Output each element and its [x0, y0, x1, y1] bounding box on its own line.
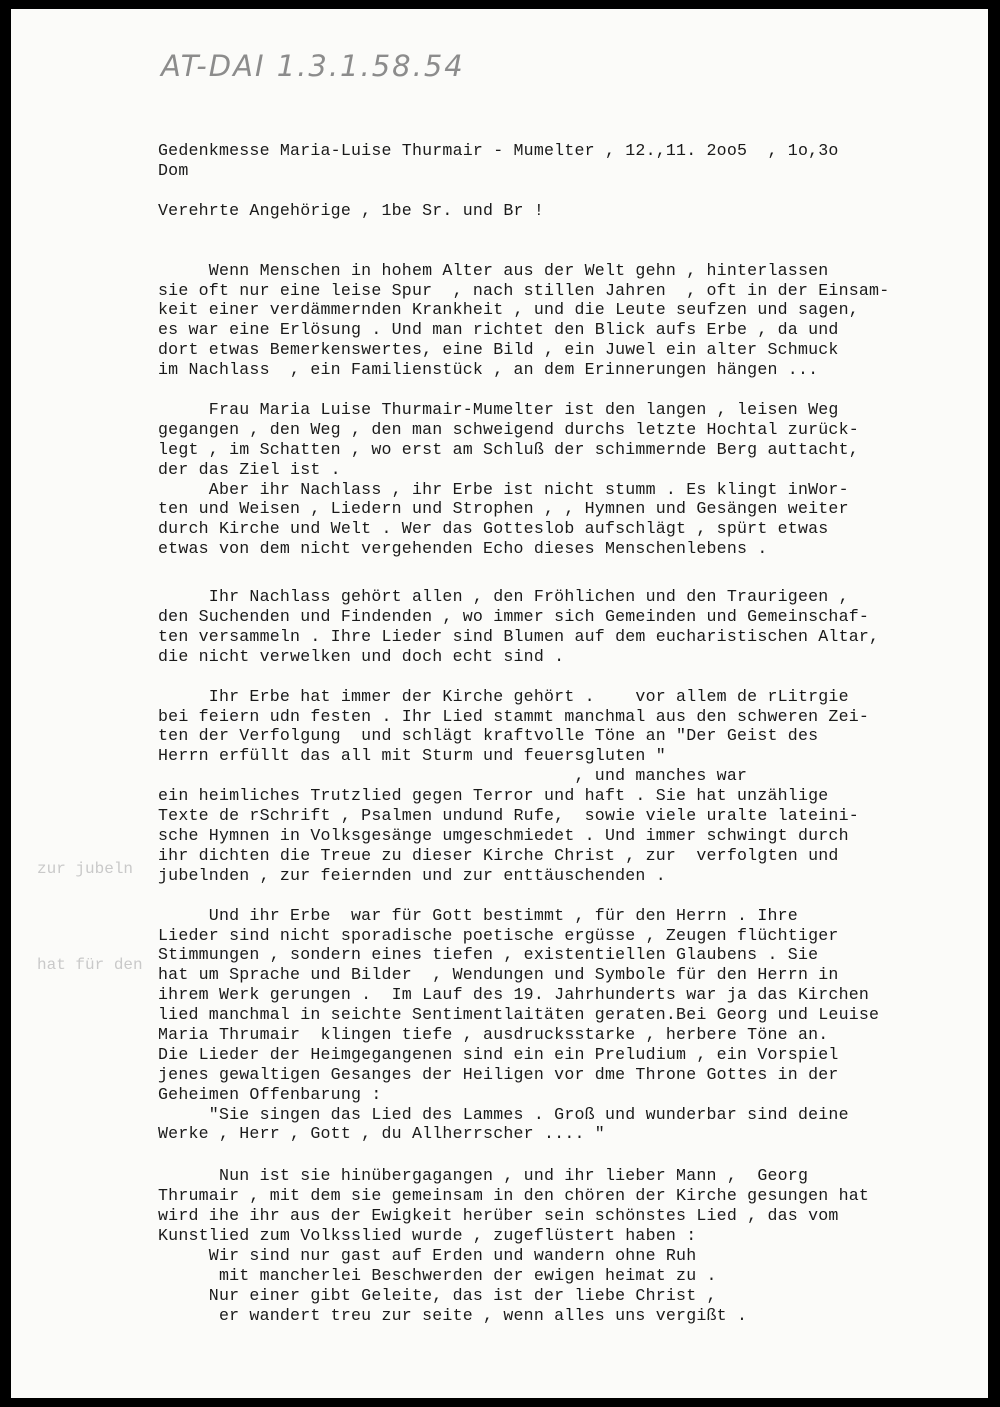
- paragraph-5: [158, 906, 988, 1145]
- text-line: Aber ihr Nachlass , ihr Erbe ist nicht stumm . Es klingt inWor-: [158, 479, 849, 499]
- text-line: bei feiern udn festen . Ihr Lied stammt manchmal aus den schweren Zei-: [158, 706, 870, 726]
- text-line: gegangen , den Weg , den man schweigend durchs letzte Hochtal zurück-: [158, 419, 859, 439]
- letter-body: [158, 141, 988, 1325]
- text-line: Ihr Erbe hat immer der Kirche gehört . vor allem de rLitrgie: [158, 686, 849, 706]
- text-line: wird ihe ihr aus der Ewigkeit herüber sein schönstes Lied , das vom: [158, 1206, 839, 1226]
- paragraph-4: [158, 687, 988, 886]
- text-line: ihrem Werk gerungen . Im Lauf des 19. Jahrhunderts war ja das Kirchen: [158, 985, 870, 1005]
- text-line: Thrumair , mit dem sie gemeinsam in den chören der Kirche gesungen hat: [158, 1186, 870, 1206]
- text-line: legt , im Schatten , wo erst am Schluß der schimmernde Berg auttacht,: [158, 439, 859, 459]
- margin-note-jubeln: zur jubeln: [37, 860, 134, 878]
- text-line: Ihr Nachlass gehört allen , den Fröhlichen und den Traurigeen ,: [158, 587, 849, 607]
- text-line: Herrn erfüllt das all mit Sturm und feuersgluten ": [158, 746, 666, 766]
- text-line: dort etwas Bemerkenswertes, eine Bild , ein Juwel ein alter Schmuck: [158, 340, 839, 360]
- text-line: Stimmungen , sondern eines tiefen , existentiellen Glaubens . Sie: [158, 945, 819, 965]
- text-line: keit einer verdämmernden Krankheit , und die Leute seufzen und sagen,: [158, 300, 859, 320]
- text-line: den Suchenden und Findenden , wo immer sich Gemeinden und Gemeinschaf-: [158, 607, 870, 627]
- text-line: die nicht verwelken und doch echt sind .: [158, 646, 565, 666]
- paragraph-1: [158, 261, 988, 380]
- text-line: jenes gewaltigen Gesanges der Heiligen vor dme Throne Gottes in der: [158, 1064, 839, 1084]
- text-line: Geheimen Offenbarung :: [158, 1084, 382, 1104]
- paragraph-2: [158, 400, 988, 559]
- text-line: er wandert treu zur seite , wenn alles uns vergißt .: [158, 1305, 748, 1325]
- text-line: Frau Maria Luise Thurmair-Mumelter ist den langen , leisen Weg: [158, 400, 839, 420]
- text-line: ten versammeln . Ihre Lieder sind Blumen auf dem eucharistischen Altar,: [158, 626, 880, 646]
- text-line: hat um Sprache und Bilder , Wendungen und Symbole für den Herrn in: [158, 965, 839, 985]
- text-line: der das Ziel ist .: [158, 459, 341, 479]
- text-line: im Nachlass , ein Familienstück , an dem Erinnerungen hängen ...: [158, 360, 819, 380]
- text-line: lied manchmal in seichte Sentimentlaitäten geraten.Bei Georg und Leuise: [158, 1005, 880, 1025]
- paragraph-6: [158, 1166, 988, 1325]
- text-line: Werke , Herr , Gott , du Allherrscher .... ": [158, 1124, 605, 1144]
- header-line: Gedenkmesse Maria-Luise Thurmair - Mumelter , 12.,11. 2oo5 , 1o,3o: [158, 141, 839, 160]
- text-line: Kunstlied zum Volksslied wurde , zugeflüstert haben :: [158, 1225, 697, 1245]
- archive-number-handwritten: AT-DAI 1.3.1.58.54: [161, 49, 465, 83]
- text-line: ten und Weisen , Liedern und Strophen , , Hymnen und Gesängen weiter: [158, 499, 849, 519]
- text-line: , und manches war: [158, 766, 748, 786]
- margin-note-hat-fuer: hat für den: [37, 956, 143, 974]
- text-line: Wenn Menschen in hohem Alter aus der Welt gehn , hinterlassen: [158, 260, 829, 280]
- text-line: es war eine Erlösung . Und man richtet den Blick aufs Erbe , da und: [158, 320, 839, 340]
- text-line: Texte de rSchrift , Psalmen undund Rufe, sowie viele uralte lateini-: [158, 806, 859, 826]
- header-line: Dom: [158, 160, 189, 180]
- text-line: Die Lieder der Heimgegangenen sind ein ein Preludium , ein Vorspiel: [158, 1044, 839, 1064]
- text-line: ein heimliches Trutzlied gegen Terror und haft . Sie hat unzählige: [158, 786, 829, 806]
- salutation: Verehrte Angehörige , 1be Sr. und Br !: [158, 200, 544, 220]
- text-line: Nur einer gibt Geleite, das ist der liebe Christ ,: [158, 1285, 717, 1305]
- text-line: Wir sind nur gast auf Erden und wandern ohne Ruh: [158, 1245, 697, 1265]
- text-line: mit mancherlei Beschwerden der ewigen heimat zu .: [158, 1265, 717, 1285]
- text-line: Maria Thrumair klingen tiefe , ausdrucksstarke , herbere Töne an.: [158, 1024, 829, 1044]
- text-line: durch Kirche und Welt . Wer das Gotteslob aufschlägt , spürt etwas: [158, 519, 829, 539]
- text-line: etwas von dem nicht vergehenden Echo dieses Menschenlebens .: [158, 539, 768, 559]
- text-line: sie oft nur eine leise Spur , nach stillen Jahren , oft in der Einsam-: [158, 280, 890, 300]
- text-line: Und ihr Erbe war für Gott bestimmt , für den Herrn . Ihre: [158, 905, 798, 925]
- text-line: jubelnden , zur feiernden und zur enttäuschenden .: [158, 865, 666, 885]
- paragraph-3: [158, 587, 988, 667]
- text-line: "Sie singen das Lied des Lammes . Groß und wunderbar sind deine: [158, 1104, 849, 1124]
- text-line: Nun ist sie hinübergagangen , und ihr lieber Mann , Georg: [158, 1166, 809, 1186]
- text-line: sche Hymnen in Volksgesänge umgeschmiedet . Und immer schwingt durch: [158, 825, 849, 845]
- text-line: ihr dichten die Treue zu dieser Kirche Christ , zur verfolgten und: [158, 845, 839, 865]
- document-page: [11, 9, 988, 1398]
- text-line: ten der Verfolgung und schlägt kraftvolle Töne an "Der Geist des: [158, 726, 819, 746]
- text-line: Lieder sind nicht sporadische poetische ergüsse , Zeugen flüchtiger: [158, 925, 839, 945]
